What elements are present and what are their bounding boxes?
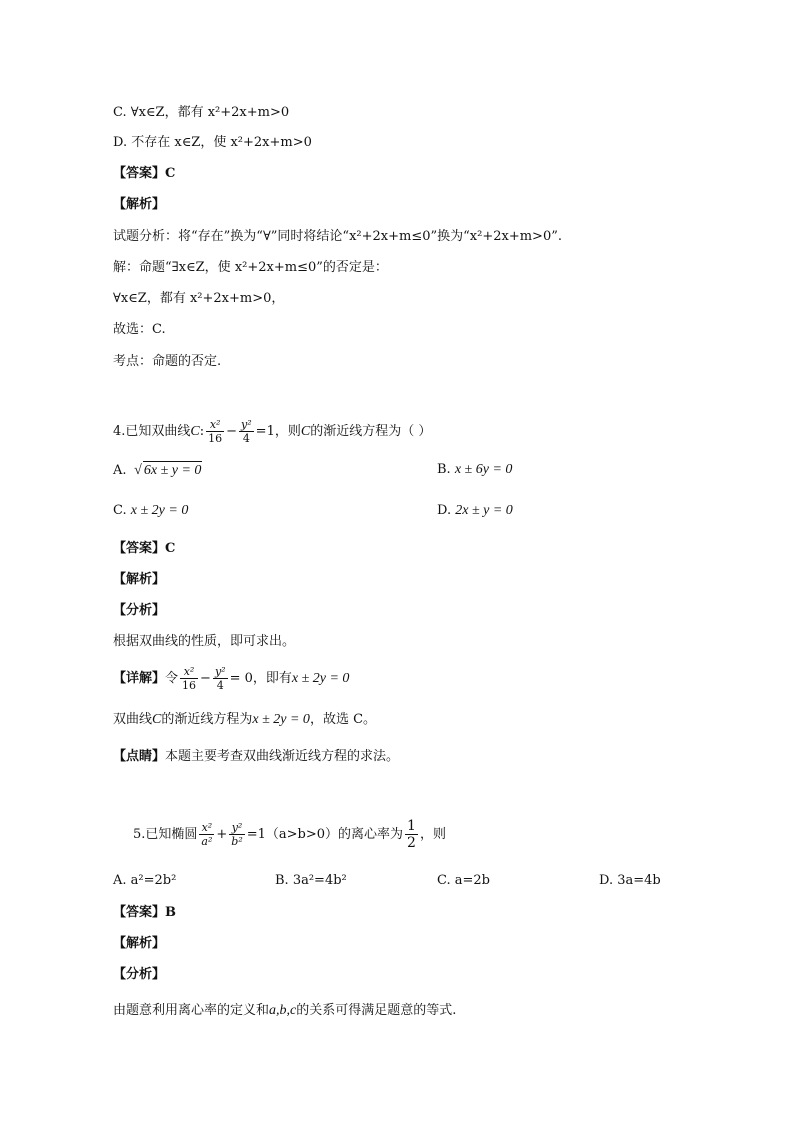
q4-frac-x-num: x²: [206, 418, 224, 432]
q4-stem-prefix: 4.已知双曲线: [113, 424, 191, 439]
q4-option-b-label: B.: [437, 462, 451, 477]
q4-stem-fraction-x: [206, 418, 224, 445]
q4-detail-eq: = 0: [229, 671, 253, 686]
q5-stem-suffix: ，则: [419, 827, 446, 842]
q5-eccentricity-fraction: [405, 818, 418, 851]
q4-conclusion-prefix: 双曲线: [113, 712, 153, 727]
q5-option-d: D. 3a=4b: [599, 873, 661, 888]
q4-conclusion-curve: C: [152, 712, 162, 727]
q4-detail-fraction-x: [180, 665, 198, 692]
q4-option-b-math: x ± 6y = 0: [454, 462, 513, 477]
q3-option-c: C. ∀x∈Z，都有 x²+2x+m>0: [113, 105, 290, 120]
q4-option-a: [113, 461, 202, 480]
q4-dianjing-label: 【点睛】: [113, 749, 166, 764]
q4-detail-frac-y-den: 4: [216, 679, 224, 692]
q5-frac-x-den: a²: [201, 835, 213, 848]
q4-stem: 4.已知双曲线C: $\frac{\text{x²}}{16}$ − $\frac{\text{y²}}{4}$ =1，则C的渐近线方程为（ ）: [113, 418, 432, 445]
q4-option-a-math-text: 6x ± y = 0: [143, 463, 202, 478]
q5-fraction-x: [199, 821, 214, 848]
q4-option-c-math: x ± 2y = 0: [130, 503, 189, 518]
q3-analysis-line4: 故选：C.: [113, 322, 166, 337]
q4-stem-suffix: 的渐近线方程为（ ）: [310, 424, 432, 439]
q3-analysis-line5: 考点：命题的否定.: [113, 354, 222, 369]
q4-detail: 【详解】令 $\frac{\text{x²}}{16}$ − $\frac{\text{y²}}{4}$ = 0，即有x ± 2y = 0: [113, 665, 350, 692]
q4-option-d: [437, 502, 513, 520]
q4-detail-prefix: 令: [165, 671, 179, 686]
q4-conclusion-suffix: ，故选 C。: [309, 712, 377, 727]
q4-detail-frac-y-num: y²: [214, 665, 226, 678]
q4-frac-x-den: 16: [208, 432, 223, 445]
q5-stem-eq: =1（a>b>0）的离心率为: [246, 827, 404, 842]
q4-detail-frac-x-num: x²: [180, 665, 198, 679]
q5-answer: 【答案】B: [113, 905, 176, 920]
q5-fraction-y: [229, 821, 244, 848]
q4-conclusion-result: x ± 2y = 0: [252, 712, 310, 727]
q4-conclusion-mid: 的渐近线方程为: [161, 712, 253, 727]
q4-stem-mid: ，则: [274, 424, 301, 439]
q4-conclusion: [113, 711, 376, 729]
q5-option-b: B. 3a²=4b²: [275, 873, 347, 888]
q5-stem-prefix: 5.已知椭圆: [133, 827, 198, 842]
q4-analysis-label: 【解析】: [113, 572, 166, 587]
q4-option-b: [437, 461, 512, 479]
q4-option-c: [113, 502, 188, 520]
q4-option-d-label: D.: [437, 503, 452, 518]
q4-stem-fraction-y: [239, 418, 254, 445]
q5-analysis-label: 【解析】: [113, 936, 166, 951]
q4-frac-y-den: 4: [242, 432, 250, 445]
q5-frac-y-num: y²: [229, 821, 244, 835]
q4-option-a-label: A.: [113, 463, 127, 478]
q4-option-d-math: 2x ± y = 0: [455, 503, 513, 518]
q4-curve-name: C: [190, 424, 200, 439]
q5-fenxi-label: 【分析】: [113, 967, 166, 982]
q4-detail-frac-x-den: 16: [182, 679, 197, 692]
q3-option-d: D. 不存在 x∈Z，使 x²+2x+m>0: [113, 135, 312, 150]
q3-answer: 【答案】C: [113, 166, 176, 181]
q5-stem: 5.已知椭圆 $\frac{\text{x²}}{\text{a²}}$ + $\frac{\text{y²}}{\text{b²}}$ =1（a>b>0）的离心率为 $\frac{1}{2}$ ，则: [133, 818, 446, 851]
q4-fenxi-text: 根据双曲线的性质，即可求出。: [113, 634, 296, 649]
q4-dianjing: [113, 748, 399, 766]
q5-fenxi-suffix: 的关系可得满足题意的等式.: [296, 1003, 457, 1018]
q5-frac-x-num: x²: [199, 821, 214, 835]
q4-detail-fraction-y: [213, 665, 228, 692]
q4-fenxi-label: 【分析】: [113, 603, 166, 618]
q3-analysis-line2: 解：命题“∃x∈Z，使 x²+2x+m≤0”的否定是：: [113, 260, 388, 275]
q4-option-c-label: C.: [113, 503, 127, 518]
q5-frac-y-den: b²: [231, 835, 243, 848]
q4-option-a-math: √ 6x ± y = 0: [130, 463, 202, 478]
q4-detail-label: 【详解】: [113, 671, 166, 686]
q5-e-den: 2: [407, 835, 416, 851]
q4-detail-result: x ± 2y = 0: [291, 671, 350, 686]
q4-curve-name-2: C: [300, 424, 311, 439]
q5-option-a: A. a²=2b²: [113, 873, 177, 888]
q5-fenxi-vars: a,b,c: [269, 1003, 297, 1018]
q5-option-c: C. a=2b: [437, 873, 490, 888]
q3-analysis-line3: ∀x∈Z，都有 x²+2x+m>0，: [113, 291, 285, 306]
q5-fenxi-text: [113, 1002, 456, 1020]
q4-answer: 【答案】C: [113, 541, 176, 556]
q4-stem-eq: =1: [255, 424, 275, 439]
q3-analysis-line1: 试题分析：将“存在”换为“∀”同时将结论“x²+2x+m≤0”换为“x²+2x+m>0”.: [113, 229, 562, 244]
q3-analysis-label: 【解析】: [113, 197, 166, 212]
q4-frac-y-num: y²: [241, 418, 252, 431]
q4-detail-mid: ，即有: [252, 671, 292, 686]
q4-dianjing-text: 本题主要考查双曲线渐近线方程的求法。: [165, 749, 400, 764]
q5-e-num: 1: [407, 818, 416, 834]
q5-fenxi-prefix: 由题意利用离心率的定义和: [113, 1003, 270, 1018]
